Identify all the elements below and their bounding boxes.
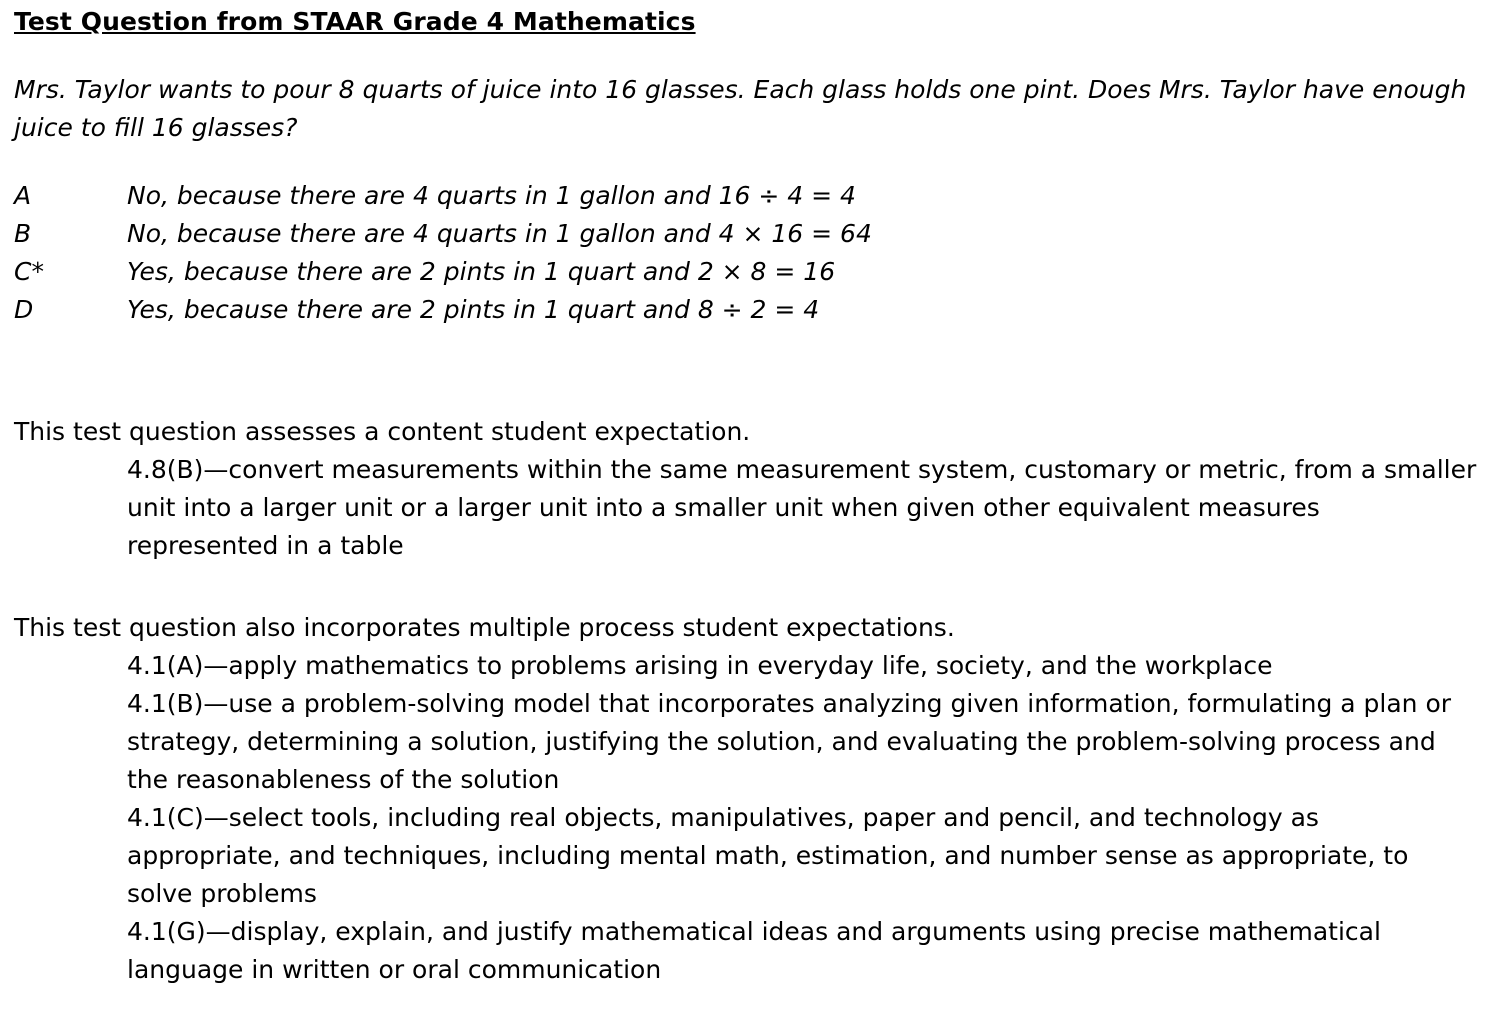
- process-expectation-item: 4.1(A)—apply mathematics to problems arising in everyday life, society, and the workplace: [127, 651, 1273, 681]
- process-expectation-item: 4.1(C)—select tools, including real objects, manipulatives, paper and pencil, and technology as appropriate, and techniques, including mental math, estimation, and number sense as appropriate, to solve problems: [127, 803, 1409, 909]
- answer-choice-d[interactable]: [14, 291, 1480, 329]
- page-title: Test Question from STAAR Grade 4 Mathematics: [14, 7, 696, 36]
- choice-text: No, because there are 4 quarts in 1 gallon and 4 × 16 = 64: [127, 219, 872, 249]
- answer-choice-b[interactable]: [14, 215, 1480, 253]
- answer-choices: [14, 177, 1480, 329]
- choice-letter: C*: [14, 257, 44, 287]
- process-expectation-item: 4.1(G)—display, explain, and justify mathematical ideas and arguments using precise mathematical language in written or oral communication: [127, 917, 1381, 985]
- choice-text: No, because there are 4 quarts in 1 gallon and 16 ÷ 4 = 4: [127, 181, 856, 211]
- content-expectation-lead: This test question assesses a content student expectation.: [14, 417, 751, 447]
- choice-letter: A: [14, 181, 32, 211]
- spacer: [14, 329, 1480, 413]
- choice-letter: D: [14, 295, 34, 325]
- choice-text: Yes, because there are 2 pints in 1 quart and 8 ÷ 2 = 4: [127, 295, 820, 325]
- process-expectation-item: 4.1(B)—use a problem-solving model that incorporates analyzing given information, formulating a plan or strategy, determining a solution, justifying the solution, and evaluating the problem-solving process and the reasonableness of the solution: [127, 689, 1452, 795]
- process-expectation-lead: This test question also incorporates multiple process student expectations.: [14, 613, 955, 643]
- choice-text: Yes, because there are 2 pints in 1 quart and 2 × 8 = 16: [127, 257, 836, 287]
- answer-choice-a[interactable]: [14, 177, 1480, 215]
- spacer: [14, 37, 1480, 71]
- process-expectation-section: [14, 609, 1480, 989]
- content-expectation-item: 4.8(B)—convert measurements within the same measurement system, customary or metric, from a smaller unit into a larger unit or a larger unit into a smaller unit when given other equivalent measures represented in a table: [127, 455, 1477, 561]
- answer-choice-c[interactable]: [14, 253, 1480, 291]
- spacer: [14, 565, 1480, 609]
- question-stem: Mrs. Taylor wants to pour 8 quarts of juice into 16 glasses. Each glass holds one pint. Does Mrs. Taylor have enough juice to fill 16 glasses?: [14, 75, 1467, 143]
- content-expectation-section: [14, 413, 1480, 565]
- choice-letter: B: [14, 219, 32, 249]
